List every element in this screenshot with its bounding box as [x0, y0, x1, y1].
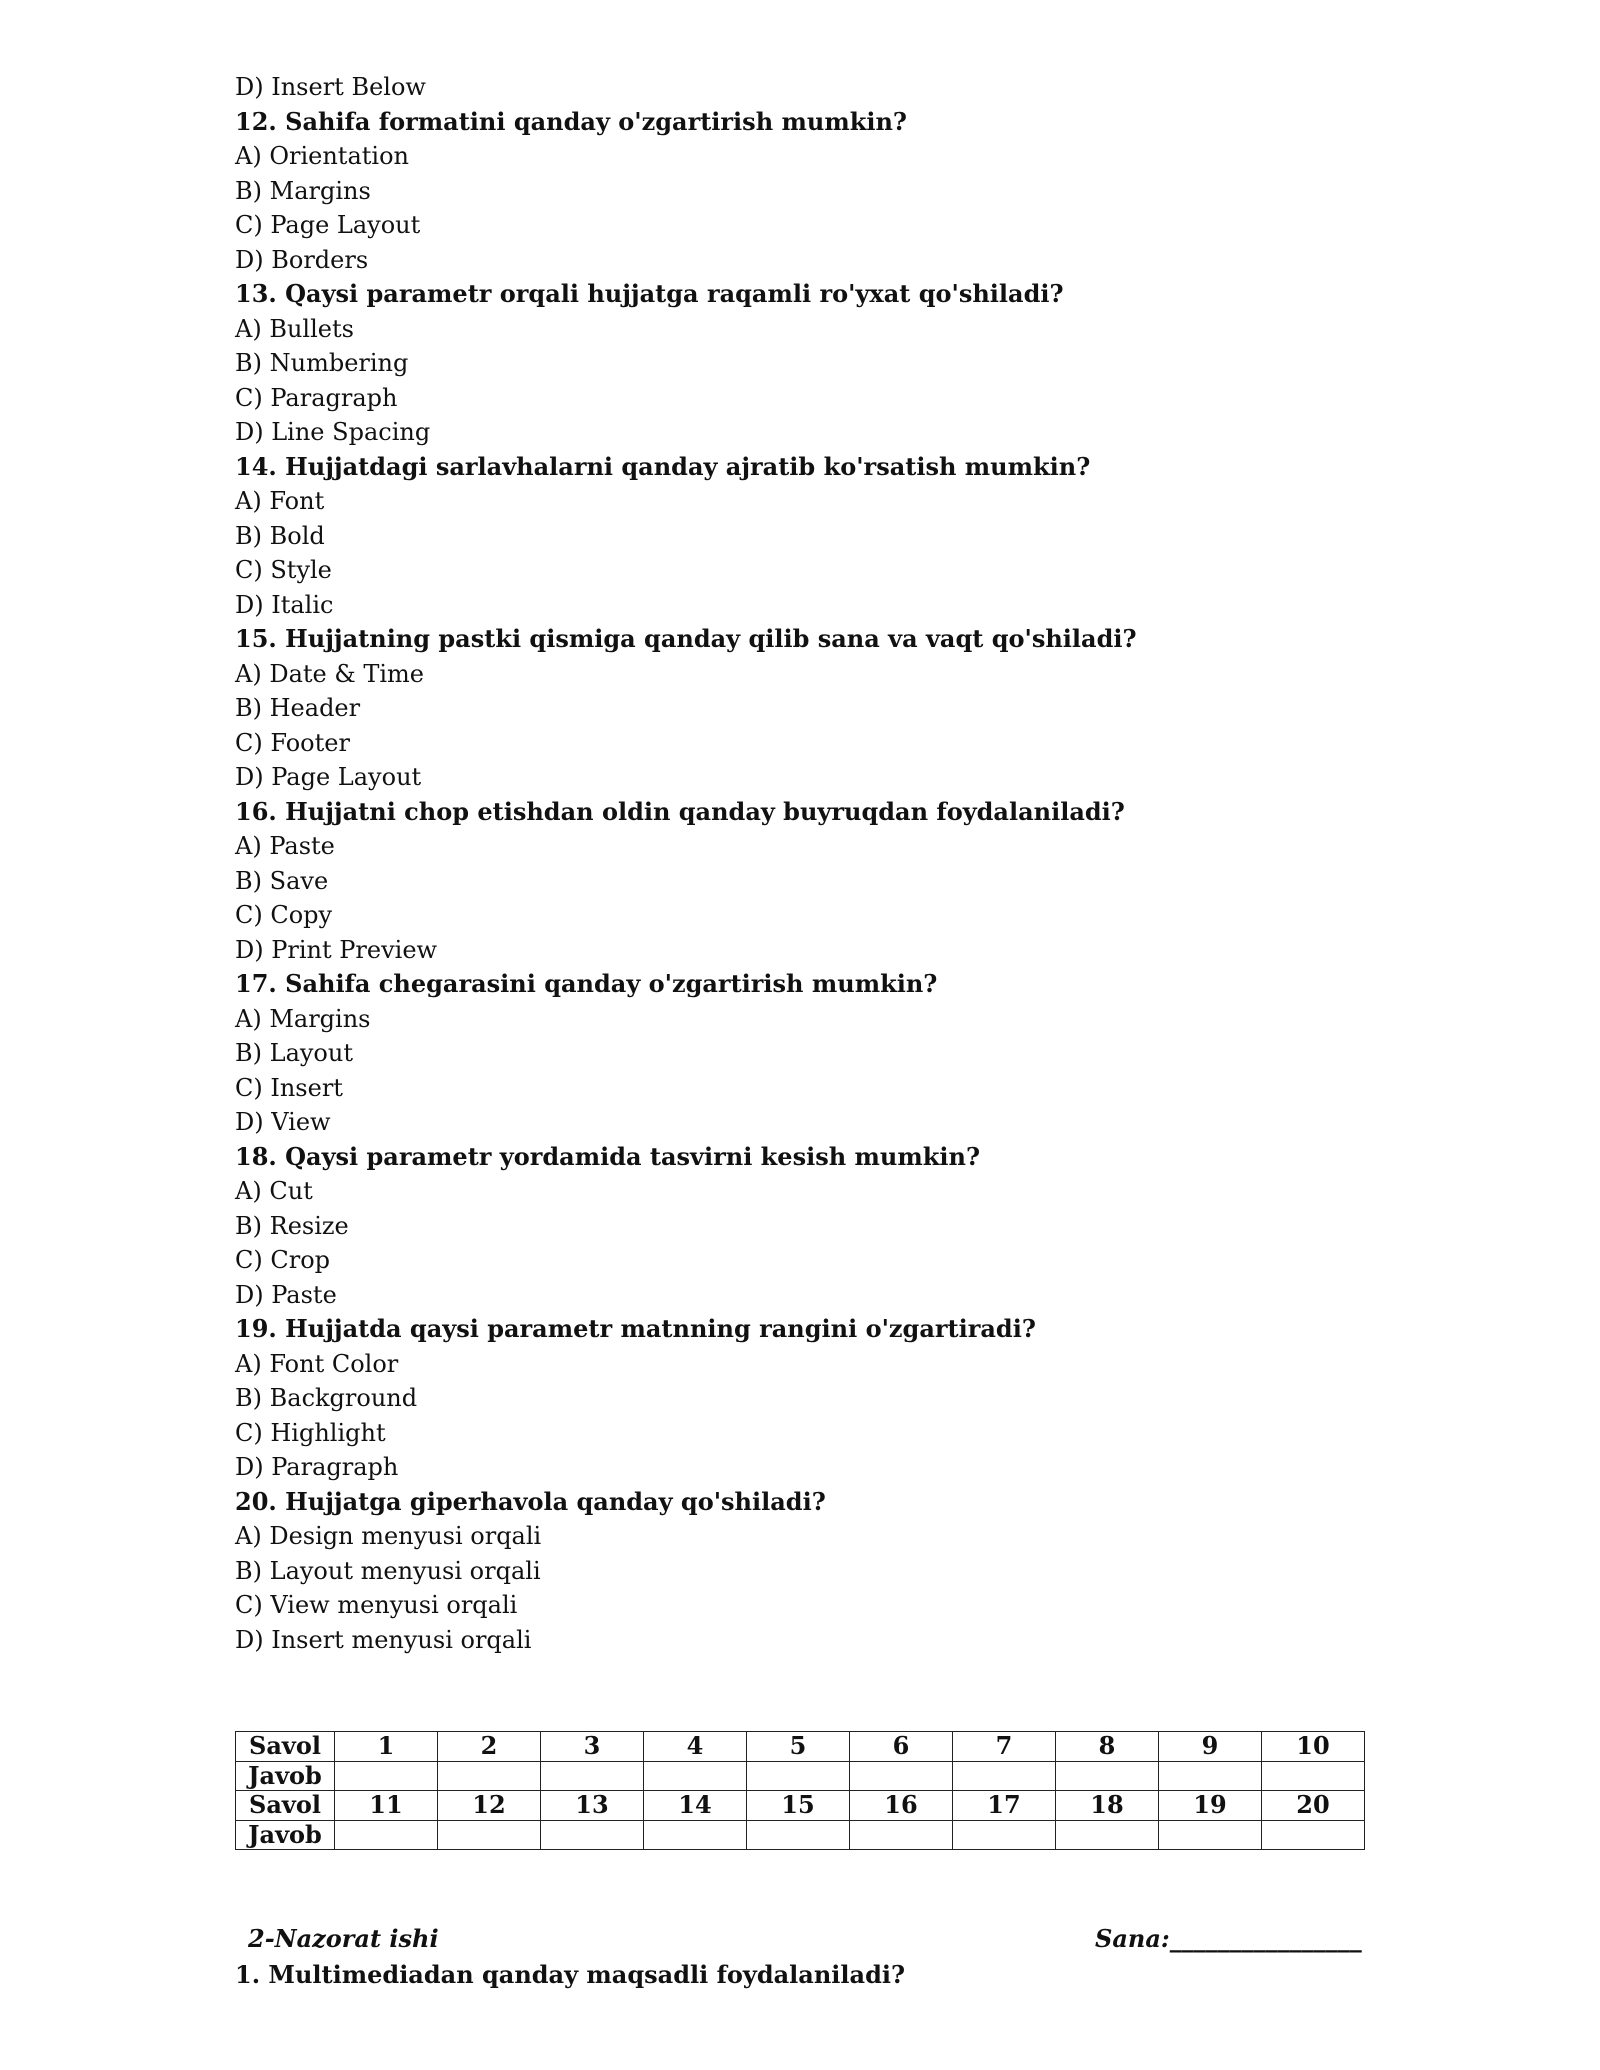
question-number-cell: 14: [644, 1791, 747, 1821]
answer-row-2: [236, 1820, 1365, 1850]
answer-option[interactable]: D) Insert menyusi orqali: [235, 1625, 532, 1654]
question-number-cell: 3: [541, 1732, 644, 1762]
answer-cell[interactable]: [541, 1761, 644, 1791]
answer-option[interactable]: C) Copy: [235, 901, 333, 929]
answer-cell[interactable]: [953, 1820, 1056, 1850]
answer-option[interactable]: D) Borders: [235, 245, 369, 274]
question-number-cell: 10: [1262, 1732, 1365, 1762]
question-number-cell: 13: [541, 1791, 644, 1821]
answer-option[interactable]: A) Cut: [235, 1177, 313, 1205]
answer-option[interactable]: C) Page Layout: [235, 211, 421, 239]
question-heading: 14. Hujjatdagi sarlavhalarni qanday ajratib ko'rsatish mumkin?: [235, 451, 1091, 481]
answer-table: [235, 1731, 1365, 1850]
question-number-cell: 11: [335, 1791, 438, 1821]
answer-option[interactable]: D) View: [235, 1108, 331, 1136]
answer-cell[interactable]: [1159, 1820, 1262, 1850]
question-number-cell: 16: [850, 1791, 953, 1821]
question-heading: 18. Qaysi parametr yordamida tasvirni kesish mumkin?: [235, 1141, 981, 1171]
question-row-label: Savol: [236, 1732, 335, 1762]
answer-option[interactable]: D) Print Preview: [235, 935, 438, 964]
answer-cell[interactable]: [747, 1761, 850, 1791]
answer-option[interactable]: D) Paste: [235, 1280, 337, 1309]
answer-cell[interactable]: [850, 1761, 953, 1791]
answer-option[interactable]: A) Date & Time: [235, 659, 424, 688]
answer-option[interactable]: C) Style: [235, 556, 332, 584]
answer-cell[interactable]: [335, 1761, 438, 1791]
answer-option[interactable]: C) Paragraph: [235, 383, 398, 412]
answer-row-label: Javob: [236, 1761, 335, 1791]
answer-cell[interactable]: [747, 1820, 850, 1850]
question-list: [235, 70, 1365, 1657]
answer-option[interactable]: A) Margins: [235, 1004, 371, 1033]
question-heading: 13. Qaysi parametr orqali hujjatga raqamli ro'yxat qo'shiladi?: [235, 279, 1064, 308]
question-number-cell: 20: [1262, 1791, 1365, 1821]
answer-option[interactable]: C) Insert: [235, 1073, 343, 1102]
answer-option[interactable]: D) Line Spacing: [235, 418, 431, 446]
question-number-cell: 6: [850, 1732, 953, 1762]
question-heading: 17. Sahifa chegarasini qanday o'zgartirish mumkin?: [235, 969, 938, 998]
question-number-cell: 1: [335, 1732, 438, 1762]
answer-option[interactable]: C) Footer: [235, 728, 350, 757]
question-heading: 16. Hujjatni chop etishdan oldin qanday buyruqdan foydalaniladi?: [235, 796, 1125, 826]
answer-option[interactable]: C) Highlight: [235, 1418, 386, 1447]
answer-cell[interactable]: [850, 1820, 953, 1850]
answer-option[interactable]: D) Page Layout: [235, 763, 422, 791]
answer-option[interactable]: C) View menyusi orqali: [235, 1591, 518, 1619]
answer-option[interactable]: B) Save: [235, 866, 329, 895]
answer-cell[interactable]: [953, 1761, 1056, 1791]
answer-option[interactable]: B) Bold: [235, 521, 325, 550]
answer-option[interactable]: A) Bullets: [235, 314, 354, 343]
answer-cell[interactable]: [1056, 1761, 1159, 1791]
answer-cell[interactable]: [1262, 1761, 1365, 1791]
answer-cell[interactable]: [438, 1761, 541, 1791]
answer-cell[interactable]: [1159, 1761, 1262, 1791]
answer-option[interactable]: B) Numbering: [235, 349, 409, 377]
test-title: 2-Nazorat ishi: [248, 1924, 439, 1953]
question-heading: 20. Hujjatga giperhavola qanday qo'shiladi?: [235, 1486, 826, 1516]
answer-cell[interactable]: [438, 1820, 541, 1850]
date-field[interactable]: Sana:________________: [1095, 1924, 1362, 1953]
answer-option[interactable]: C) Crop: [235, 1246, 331, 1274]
answer-cell[interactable]: [1262, 1820, 1365, 1850]
answer-option[interactable]: A) Orientation: [235, 142, 409, 170]
question-number-cell: 7: [953, 1732, 1056, 1762]
question-number-cell: 9: [1159, 1732, 1262, 1762]
answer-option[interactable]: D) Paragraph: [235, 1453, 399, 1481]
answer-option[interactable]: A) Design menyusi orqali: [235, 1522, 542, 1550]
answer-option[interactable]: A) Font Color: [235, 1349, 399, 1378]
answer-option[interactable]: B) Margins: [235, 176, 371, 205]
question-heading: 19. Hujjatda qaysi parametr matnning rangini o'zgartiradi?: [235, 1314, 1036, 1343]
answer-cell[interactable]: [541, 1820, 644, 1850]
question-row-2: [236, 1791, 1365, 1821]
question-number-cell: 12: [438, 1791, 541, 1821]
answer-row-1: [236, 1761, 1365, 1791]
answer-option[interactable]: B) Resize: [235, 1211, 349, 1240]
question-number-cell: 17: [953, 1791, 1056, 1821]
question-number-cell: 15: [747, 1791, 850, 1821]
answer-option[interactable]: B) Header: [235, 694, 361, 722]
question-heading: 12. Sahifa formatini qanday o'zgartirish mumkin?: [235, 106, 907, 136]
answer-cell[interactable]: [335, 1820, 438, 1850]
question-heading: 15. Hujjatning pastki qismiga qanday qilib sana va vaqt qo'shiladi?: [235, 624, 1137, 653]
question-number-cell: 19: [1159, 1791, 1262, 1821]
answer-cell[interactable]: [1056, 1820, 1159, 1850]
question-number-cell: 2: [438, 1732, 541, 1762]
answer-row-label: Javob: [236, 1820, 335, 1850]
answer-option[interactable]: B) Layout: [235, 1039, 353, 1067]
answer-option[interactable]: B) Background: [235, 1384, 418, 1412]
answer-option[interactable]: B) Layout menyusi orqali: [235, 1556, 541, 1585]
question-number-cell: 18: [1056, 1791, 1159, 1821]
question-number-cell: 8: [1056, 1732, 1159, 1762]
answer-option[interactable]: A) Paste: [235, 832, 335, 860]
question-heading: 1. Multimediadan qanday maqsadli foydalaniladi?: [235, 1960, 906, 1989]
question-number-cell: 4: [644, 1732, 747, 1762]
answer-option[interactable]: A) Font: [235, 487, 325, 515]
question-row-1: [236, 1732, 1365, 1762]
answer-option[interactable]: D) Insert Below: [235, 73, 426, 101]
answer-option[interactable]: D) Italic: [235, 590, 334, 619]
answer-cell[interactable]: [644, 1761, 747, 1791]
question-row-label: Savol: [236, 1791, 335, 1821]
answer-cell[interactable]: [644, 1820, 747, 1850]
question-number-cell: 5: [747, 1732, 850, 1762]
